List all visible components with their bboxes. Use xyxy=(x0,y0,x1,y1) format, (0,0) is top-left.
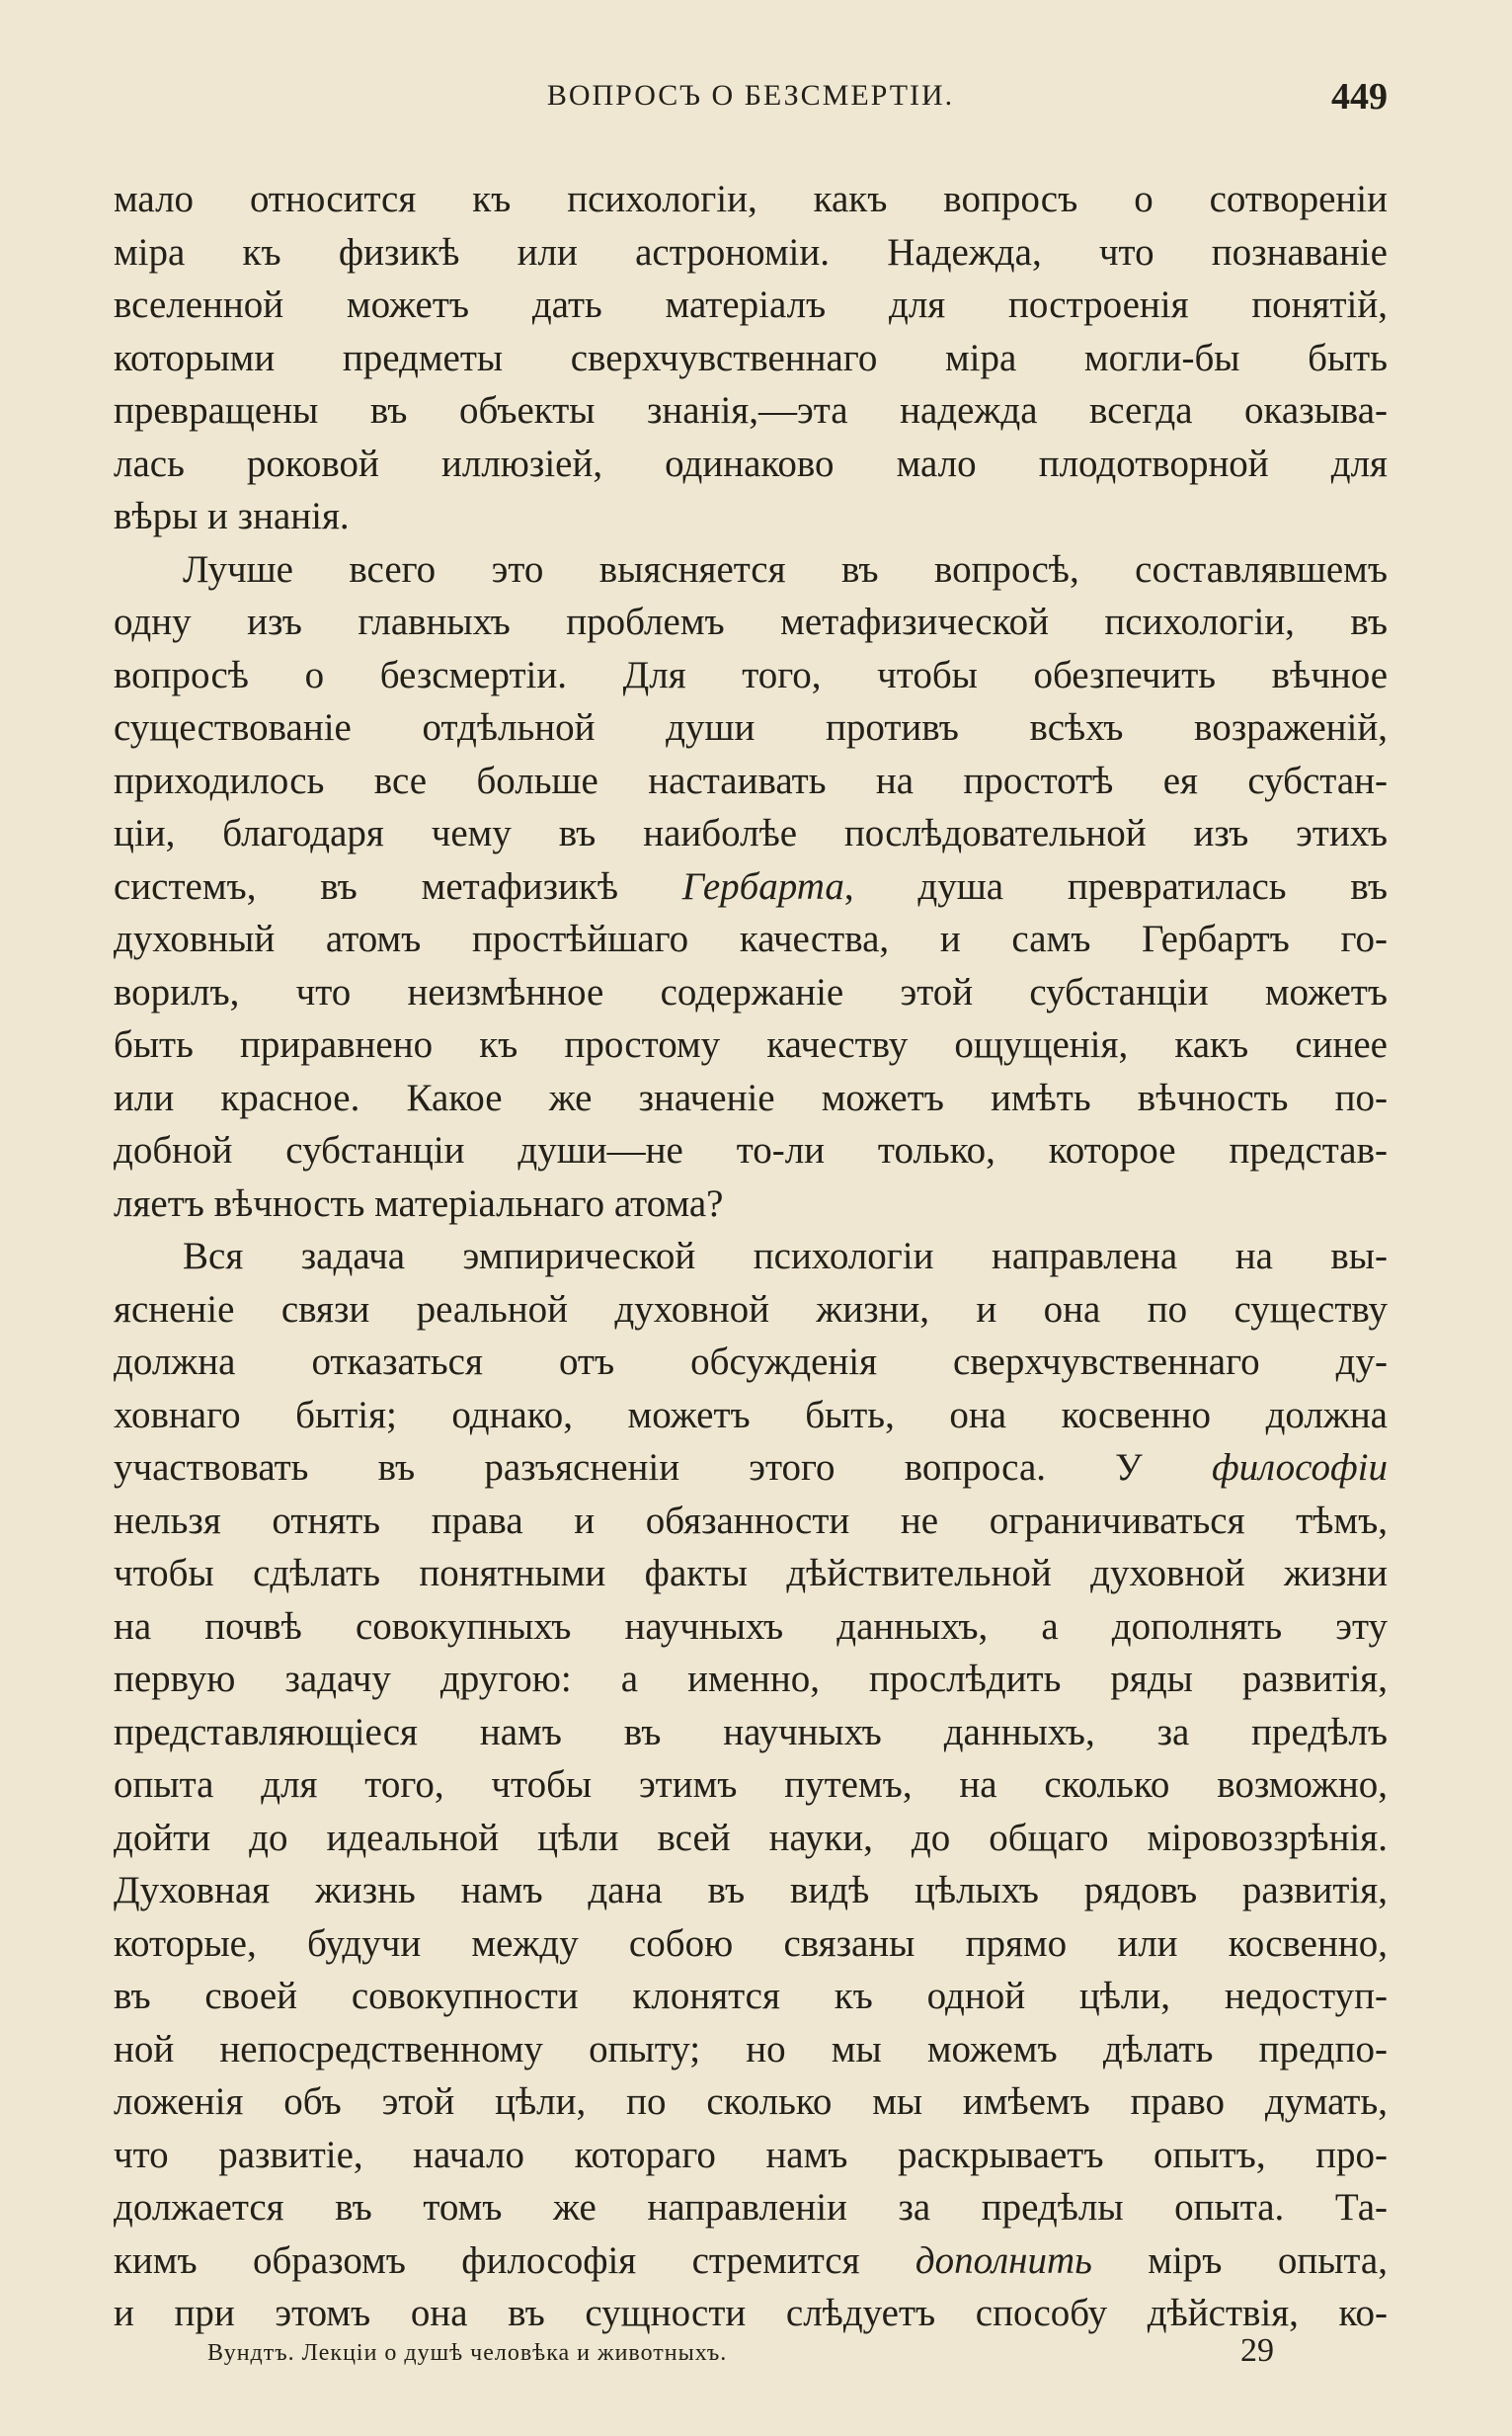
signature-mark: 29 xyxy=(1240,2332,1274,2369)
text-line: ворилъ, что неизмѣнное содержаніе этой субстанціи можетъ xyxy=(114,970,1388,1014)
text-line: на почвѣ совокупныхъ научныхъ данныхъ, а дополнять эту xyxy=(114,1604,1388,1648)
text-line: или красное. Какое же значеніе можетъ имѣть вѣчность по- xyxy=(114,1076,1388,1119)
text-line: первую задачу другою: а именно, прослѣдить ряды развитія, xyxy=(114,1658,1388,1700)
text-line: добной субстанціи души—не то-ли только, которое представ- xyxy=(114,1129,1388,1172)
text-line: и при этомъ она въ сущности слѣдуетъ способу дѣйствія, ко- xyxy=(114,2292,1388,2334)
text-line: приходилось все больше настаивать на простотѣ ея субстан- xyxy=(114,759,1388,802)
paragraph-1 xyxy=(114,173,1388,543)
footer-citation: Вундтъ. Лекціи о душѣ человѣка и животныхъ. xyxy=(207,2340,728,2366)
text-line: быть приравнено къ простому качеству ощущенія, какъ синее xyxy=(114,1023,1388,1066)
text-line: что развитіе, начало котораго намъ раскрываетъ опытъ, про- xyxy=(114,2133,1388,2176)
text-line: которые, будучи между собою связаны прямо или косвенно, xyxy=(114,1921,1388,1965)
text-line: должается въ томъ же направленіи за предѣлы опыта. Та- xyxy=(114,2186,1388,2229)
text-line: чтобы сдѣлать понятными факты дѣйствительной духовной жизни xyxy=(114,1552,1388,1594)
text-line: кимъ образомъ философія стремится дополнить міръ опыта, xyxy=(114,2238,1388,2282)
text-line: вселенной можетъ дать матеріалъ для построенія понятій, xyxy=(114,284,1388,326)
text-line: участвовать въ разъясненіи этого вопроса. У философіи xyxy=(114,1446,1388,1489)
text-line: ной непосредственному опыту; но мы можемъ дѣлать предпо- xyxy=(114,2027,1388,2071)
text-line: нельзя отнять права и обязанности не ограничиваться тѣмъ, xyxy=(114,1499,1388,1542)
text-line: превращены въ объекты знанія,—эта надежда всегда оказыва- xyxy=(114,389,1388,432)
text-line: должна отказаться отъ обсужденія сверхчувственнаго ду- xyxy=(114,1340,1388,1383)
text-line: одну изъ главныхъ проблемъ метафизической психологіи, въ xyxy=(114,601,1388,643)
text-line: существованіе отдѣльной души противъ всѣхъ возраженій, xyxy=(114,706,1388,749)
text-line: Лучше всего это выясняется въ вопросѣ, составлявшемъ xyxy=(183,547,1388,591)
page-number: 449 xyxy=(1331,76,1388,118)
text-line: вѣры и знанія. xyxy=(114,495,350,537)
paragraph-2 xyxy=(114,543,1388,1231)
text-line: міра къ физикѣ или астрономіи. Надежда, что познаваніе xyxy=(114,230,1388,274)
text-line: Духовная жизнь намъ дана въ видѣ цѣлыхъ рядовъ развитія, xyxy=(114,1869,1388,1911)
text-line: системъ, въ метафизикѣ Гербарта, душа превратилась въ xyxy=(114,864,1388,908)
text-line: ложенія объ этой цѣли, по сколько мы имѣемъ право думать, xyxy=(114,2080,1388,2123)
text-line: ляетъ вѣчность матеріальнаго атома? xyxy=(114,1181,724,1225)
page-footer xyxy=(207,2332,1274,2376)
text-line: Вся задача эмпирической психологіи направлена на вы- xyxy=(183,1235,1388,1277)
running-title: ВОПРОСЪ О БЕЗСМЕРТІИ. xyxy=(546,79,955,112)
text-line: дойти до идеальной цѣли всей науки, до общаго міровоззрѣнія. xyxy=(114,1816,1388,1859)
text-line: ховнаго бытія; однако, можетъ быть, она косвенно должна xyxy=(114,1393,1388,1436)
text-line: вопросѣ о безсмертіи. Для того, чтобы обезпечить вѣчное xyxy=(114,653,1388,696)
text-line: мало относится къ психологіи, какъ вопросъ о сотвореніи xyxy=(114,178,1388,220)
body-text xyxy=(114,173,1388,2340)
text-line: представляющіеся намъ въ научныхъ данныхъ, за предѣлъ xyxy=(114,1710,1388,1753)
text-line: ясненіе связи реальной духовной жизни, и она по существу xyxy=(114,1287,1388,1331)
text-line: опыта для того, чтобы этимъ путемъ, на сколько возможно, xyxy=(114,1763,1388,1806)
paragraph-3 xyxy=(114,1230,1388,2340)
text-line: ціи, благодаря чему въ наиболѣе послѣдовательной изъ этихъ xyxy=(114,812,1388,854)
text-line: лась роковой иллюзіей, одинаково мало плодотворной для xyxy=(114,442,1388,485)
running-head xyxy=(114,76,1388,128)
text-line: духовный атомъ простѣйшаго качества, и самъ Гербартъ го- xyxy=(114,918,1388,960)
text-line: въ своей совокупности клонятся къ одной цѣли, недоступ- xyxy=(114,1975,1388,2017)
text-line: которыми предметы сверхчувственнаго міра могли-бы быть xyxy=(114,336,1388,379)
